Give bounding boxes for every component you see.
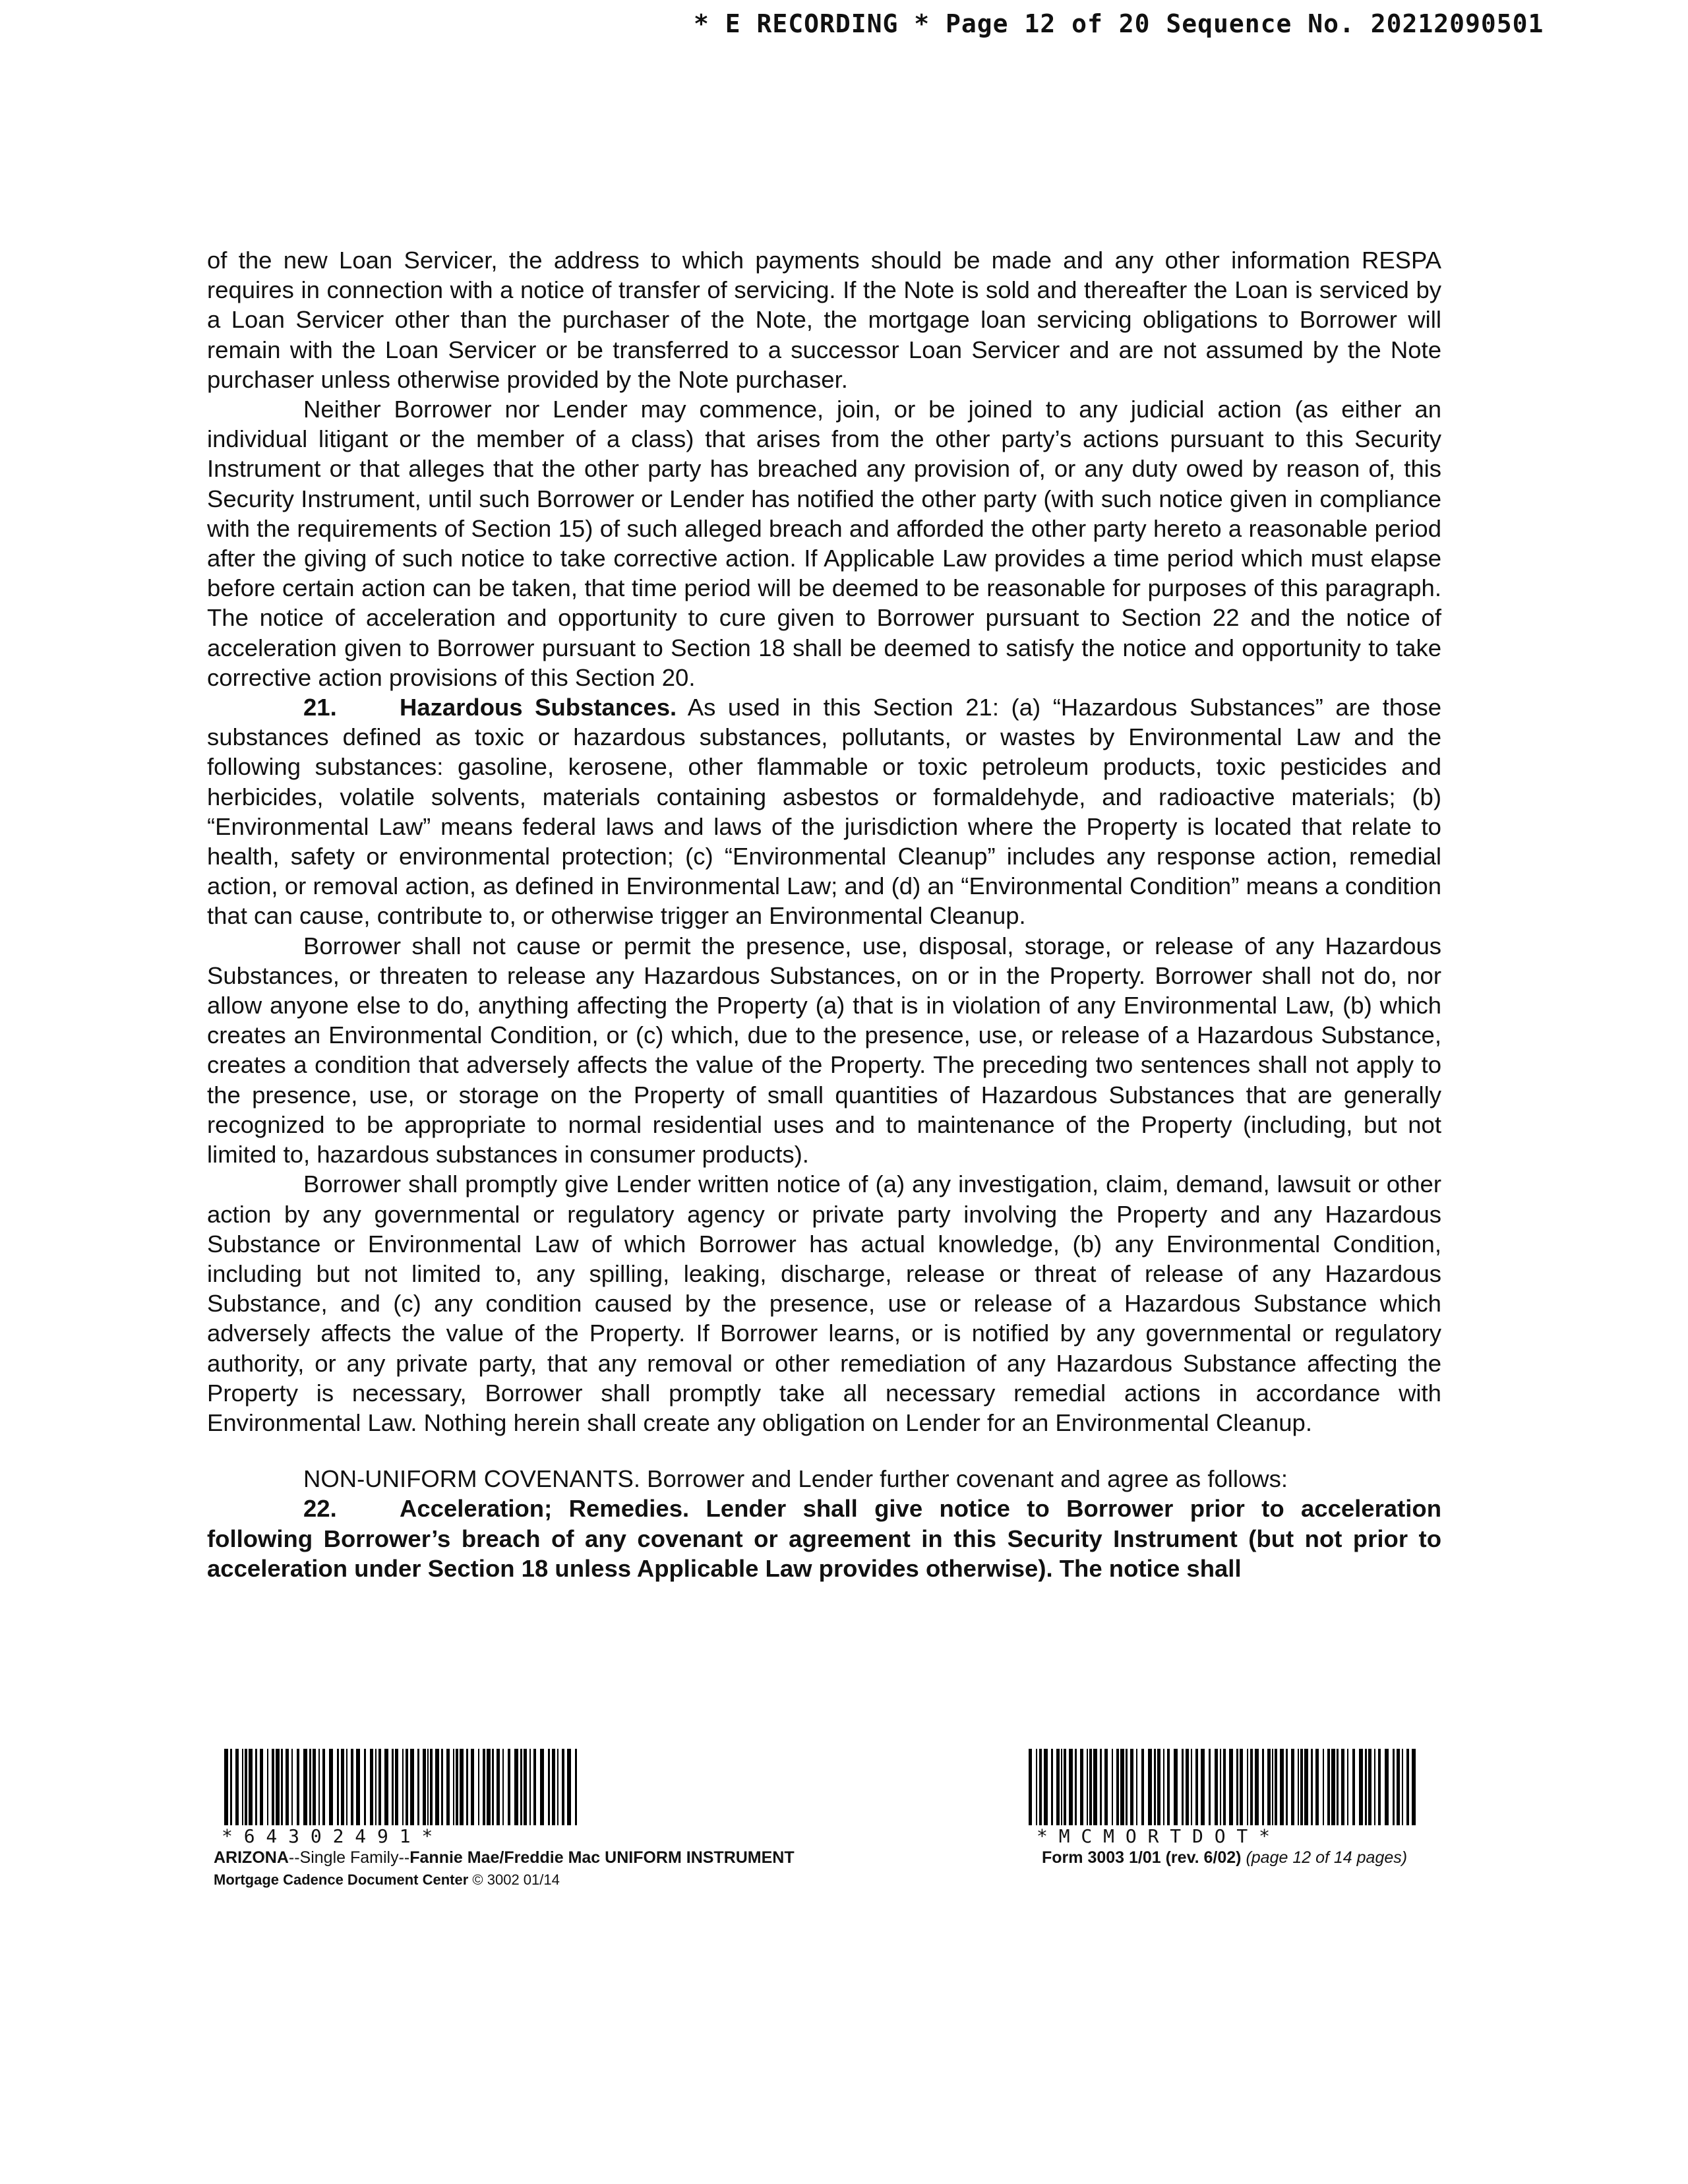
footer-doc-center-name: Mortgage Cadence Document Center xyxy=(214,1871,469,1888)
barcode-bar xyxy=(1291,1749,1294,1825)
barcode-bar xyxy=(520,1749,522,1825)
barcode-bar xyxy=(1136,1749,1137,1825)
section-22-number: 22. xyxy=(303,1495,337,1523)
barcode-bar xyxy=(224,1749,228,1825)
barcode-bar xyxy=(1080,1749,1083,1825)
barcode-bar xyxy=(337,1749,339,1825)
barcode-bar xyxy=(1089,1749,1092,1825)
barcode-bar xyxy=(249,1749,253,1825)
barcode-bar xyxy=(1347,1749,1348,1825)
paragraph-hazardous-notice: Borrower shall promptly give Lender written notice of (a) any investigation, claim, demand, lawsuit or other action by any governmental or regulatory agency or private party involving the Property and any Hazardous Substance or Environmental Law of which Borrower has actual knowledge, (b) any Environmental Condition, including but not limited to, any spilling, leaking, discharge, release or threat of release of any Hazardous Substance, and (c) any condition caused by the presence, use or release of a Hazardous Substance which adversely affects the value of the Property. If Borrower learns, or is notified by any governmental or regulatory authority, or any private party, that any removal or other remediation of any Hazardous Substance affecting the Property is necessary, Borrower shall promptly take all necessary remedial actions in accordance with Environmental Law. Nothing herein shall create any obligation on Lender for an Environmental Cleanup. xyxy=(207,1170,1441,1436)
barcode-bar xyxy=(1229,1749,1233,1825)
barcode-bar xyxy=(423,1749,426,1825)
barcode-bar xyxy=(1191,1749,1192,1825)
barcode-bar xyxy=(1402,1749,1403,1825)
barcode-bar xyxy=(1174,1749,1178,1825)
barcode-bar xyxy=(230,1749,232,1825)
barcode-bar xyxy=(272,1749,274,1825)
barcode-bar xyxy=(1323,1749,1324,1825)
footer-form-title xyxy=(214,1846,795,1869)
barcode-bar xyxy=(1148,1749,1152,1825)
barcode-bar xyxy=(1201,1749,1205,1825)
barcode-bar xyxy=(1412,1749,1416,1825)
document-body xyxy=(207,245,1441,1583)
barcode-bar xyxy=(1215,1749,1218,1825)
barcode-bar xyxy=(341,1749,344,1825)
barcode-bar xyxy=(483,1749,485,1825)
barcode-bar xyxy=(471,1749,474,1825)
barcode-bar xyxy=(346,1749,347,1825)
barcode-bar xyxy=(1378,1749,1381,1825)
barcode-bar xyxy=(1385,1749,1389,1825)
barcode-bar xyxy=(1331,1749,1335,1825)
barcode-bar xyxy=(487,1749,491,1825)
section-21-number: 21. xyxy=(303,694,337,721)
barcode-bar xyxy=(1141,1749,1144,1825)
barcode-bar xyxy=(329,1749,333,1825)
section-21 xyxy=(207,692,1441,931)
barcode-bar xyxy=(1064,1749,1066,1825)
barcode-bar xyxy=(392,1749,394,1825)
barcode-bar xyxy=(1029,1749,1032,1825)
barcode-bar xyxy=(533,1749,536,1825)
barcode-bar xyxy=(1236,1749,1238,1825)
barcode-bar xyxy=(1298,1749,1299,1825)
barcode-bar xyxy=(1267,1749,1271,1825)
barcode-bar xyxy=(1272,1749,1273,1825)
barcode-bar xyxy=(356,1749,360,1825)
barcode-right-text: * M C M O R T D O T * xyxy=(1037,1825,1271,1847)
barcode-bar xyxy=(524,1749,527,1825)
barcode-bar xyxy=(478,1749,479,1825)
barcode-bar xyxy=(514,1749,518,1825)
barcode-bar xyxy=(552,1749,555,1825)
barcode-bar xyxy=(548,1749,550,1825)
barcode-bar xyxy=(427,1749,429,1825)
barcode-bar xyxy=(508,1749,510,1825)
barcode-bar xyxy=(1069,1749,1073,1825)
barcode-bar xyxy=(255,1749,257,1825)
barcode-bar xyxy=(1315,1749,1319,1825)
paragraph-notice-of-grievance: Neither Borrower nor Lender may commence, join, or be joined to any judicial action (as either an individual litigant or the member of a class) that arises from the other party’s actions pursuant to this Security Instrument or that alleges that the other party has breached any provision of, or any duty owed by reason of, this Security Instrument, until such Borrower or Lender has notified the other party (with such notice given in compliance with the requirements of Section 15) of such alleged breach and afforded the other party hereto a reasonable period after the giving of such notice to take corrective action. If Applicable Law provides a time period which must elapse before certain action can be taken, that time period will be deemed to be reasonable for purposes of this paragraph. The notice of acceleration and opportunity to cure given to Borrower pursuant to Section 22 and the notice of acceleration given to Borrower pursuant to Section 18 shall be deemed to satisfy the notice and opportunity to take corrective action provisions of this Section 20. xyxy=(207,396,1441,691)
barcode-bar xyxy=(1036,1749,1037,1825)
barcode-bar xyxy=(1051,1749,1053,1825)
barcode-bar xyxy=(1126,1749,1128,1825)
barcode-bar xyxy=(281,1749,283,1825)
barcode-bar xyxy=(1275,1749,1277,1825)
barcode-bar xyxy=(1167,1749,1170,1825)
barcode-left xyxy=(224,1749,580,1825)
barcode-bar xyxy=(430,1749,433,1825)
barcode-bar xyxy=(1352,1749,1355,1825)
barcode-bar xyxy=(364,1749,366,1825)
barcode-bar xyxy=(245,1749,247,1825)
footer-state: ARIZONA xyxy=(214,1848,289,1867)
barcode-bar xyxy=(351,1749,353,1825)
barcode-bar xyxy=(1280,1749,1284,1825)
barcode-bar xyxy=(1304,1749,1308,1825)
barcode-bar xyxy=(1130,1749,1133,1825)
barcode-bar xyxy=(276,1749,280,1825)
barcode-bar xyxy=(1337,1749,1339,1825)
footer-page-count: (page 12 of 14 pages) xyxy=(1246,1848,1408,1867)
barcode-bar xyxy=(384,1749,388,1825)
barcode-bar xyxy=(1186,1749,1189,1825)
barcode-bar xyxy=(557,1749,558,1825)
recording-header: * E RECORDING * Page 12 of 20 Sequence No. 20212090501 xyxy=(694,9,1544,38)
barcode-bar xyxy=(1195,1749,1198,1825)
barcode-bar xyxy=(1223,1749,1226,1825)
barcode-bar xyxy=(1406,1749,1409,1825)
barcode-bar xyxy=(1093,1749,1097,1825)
barcode-bar xyxy=(1087,1749,1088,1825)
footer-doc-center-code: © 3002 01/14 xyxy=(468,1871,560,1888)
barcode-bar xyxy=(410,1749,414,1825)
non-uniform-covenants: NON-UNIFORM COVENANTS. Borrower and Lender further covenant and agree as follows: xyxy=(303,1465,1288,1493)
barcode-bar xyxy=(286,1749,289,1825)
barcode-bar xyxy=(318,1749,320,1825)
barcode-bar xyxy=(297,1749,299,1825)
barcode-bar xyxy=(267,1749,268,1825)
barcode-bar xyxy=(1163,1749,1164,1825)
barcode-bar xyxy=(1286,1749,1288,1825)
barcode-bar xyxy=(370,1749,373,1825)
barcode-bar xyxy=(575,1749,577,1825)
barcode-bar xyxy=(502,1749,504,1825)
barcode-bar xyxy=(242,1749,243,1825)
barcode-bar xyxy=(466,1749,468,1825)
barcode-bar xyxy=(260,1749,263,1825)
barcode-bar xyxy=(562,1749,564,1825)
barcode-bar xyxy=(1157,1749,1160,1825)
barcode-bar xyxy=(1104,1749,1108,1825)
barcode-bar xyxy=(1262,1749,1264,1825)
section-22-title: Acceleration; Remedies. xyxy=(400,1495,690,1523)
barcode-bar xyxy=(406,1749,408,1825)
barcode-bar xyxy=(291,1749,293,1825)
barcode-bar xyxy=(1120,1749,1124,1825)
barcode-bar xyxy=(1154,1749,1156,1825)
barcode-bar xyxy=(313,1749,316,1825)
barcode-bar xyxy=(235,1749,239,1825)
barcode-bar xyxy=(303,1749,307,1825)
barcode-bar xyxy=(1112,1749,1113,1825)
barcode-bar xyxy=(1100,1749,1102,1825)
paragraph-hazardous-presence: Borrower shall not cause or permit the presence, use, disposal, storage, or release of any Hazardous Substances, or threaten to release any Hazardous Substances, on or in the Property. Borrower shall not do, nor allow anyone else to do, anything affecting the Property (a) that is in violation of any Environmental Law, (b) which creates an Environmental Condition, or (c) which, due to the presence, use, or release of a Hazardous Substance, creates a condition that adversely affects the value of the Property. The preceding two sentences shall not apply to the presence, use, or storage on the Property of small quantities of Hazardous Substances that are generally recognized to be appropriate to normal residential uses and to maintenance of the Property (including, but not limited to, hazardous substances in consumer products). xyxy=(207,932,1441,1168)
section-22-text: Lender shall give notice to Borrower prior to acceleration following Borrower’s breach of any covenant or agreement in this Security Instrument (but not prior to acceleration under Section 18 unless Applicable Law provides otherwise). The notice shall xyxy=(207,1495,1441,1582)
barcode-bar xyxy=(567,1749,571,1825)
barcode-bar xyxy=(1182,1749,1184,1825)
barcode-right xyxy=(1029,1749,1418,1825)
barcode-bar xyxy=(395,1749,398,1825)
footer-right xyxy=(1042,1846,1407,1869)
barcode-bar xyxy=(460,1749,464,1825)
barcode-bar xyxy=(1368,1749,1372,1825)
barcode-bar xyxy=(1374,1749,1375,1825)
section-21-text: As used in this Section 21: (a) “Hazardous Substances” are those substances defined as toxic or hazardous substances, pollutants, or wastes by Environmental Law and the following substances: gasoline, kerosene, other flammable or toxic petroleum products, toxic pesticides and herbicides, volatile solvents, materials containing asbestos or formaldehyde, and radioactive materials; (b) “Environmental Law” means federal laws and laws of the jurisdiction where the Property is located that relate to health, safety or environmental protection; (c) “Environmental Cleanup” includes any response action, remedial action, or removal action, as defined in Environmental Law; and (d) an “Environmental Condition” means a condition that can cause, contribute to, or otherwise trigger an Environmental Cleanup. xyxy=(207,694,1441,930)
barcode-bar xyxy=(309,1749,311,1825)
barcode-bar xyxy=(1061,1749,1062,1825)
barcode-bar xyxy=(1359,1749,1363,1825)
barcode-bar xyxy=(1056,1749,1060,1825)
barcode-bar xyxy=(1044,1749,1048,1825)
barcode-bar xyxy=(1311,1749,1313,1825)
footer-form-number: Form 3003 1/01 (rev. 6/02) xyxy=(1042,1848,1242,1867)
barcode-bar xyxy=(492,1749,494,1825)
barcode-bar xyxy=(1393,1749,1395,1825)
barcode-bar xyxy=(1255,1749,1259,1825)
barcode-bar xyxy=(1250,1749,1253,1825)
barcode-bar xyxy=(1341,1749,1344,1825)
barcode-bar xyxy=(1397,1749,1400,1825)
barcode-bar xyxy=(378,1749,381,1825)
barcode-bar xyxy=(1116,1749,1119,1825)
section-22 xyxy=(207,1494,1441,1583)
barcode-bar xyxy=(497,1749,500,1825)
paragraph-loan-servicer: of the new Loan Servicer, the address to which payments should be made and any other information RESPA requires in connection with a notice of transfer of servicing. If the Note is sold and thereafter the Loan is serviced by a Loan Servicer other than the purchaser of the Note, the mortgage loan servicing obligations to Borrower will remain with the Loan Servicer or be transferred to a successor Loan Servicer and are not assumed by the Note purchaser unless otherwise provided by the Note purchaser. xyxy=(207,247,1441,393)
footer-doc-center xyxy=(214,1869,795,1891)
barcode-bar xyxy=(1240,1749,1243,1825)
barcode-bar xyxy=(1039,1749,1042,1825)
footer-family: --Single Family-- xyxy=(288,1848,410,1867)
barcode-bar xyxy=(402,1749,404,1825)
barcode-bar xyxy=(1327,1749,1330,1825)
barcode-bar xyxy=(453,1749,454,1825)
barcode-bar xyxy=(456,1749,458,1825)
section-21-title: Hazardous Substances. xyxy=(400,694,677,721)
barcode-bar xyxy=(529,1749,531,1825)
barcode-bar xyxy=(1209,1749,1211,1825)
barcode-bar xyxy=(446,1749,450,1825)
barcode-bar xyxy=(375,1749,377,1825)
barcode-bar xyxy=(441,1749,443,1825)
barcode-bar xyxy=(1220,1749,1221,1825)
barcode-bar xyxy=(435,1749,439,1825)
barcode-bar xyxy=(322,1749,325,1825)
barcode-bar xyxy=(1075,1749,1077,1825)
barcode-bar xyxy=(540,1749,544,1825)
barcode-left-text: * 6 4 3 0 2 4 9 1 * xyxy=(222,1825,433,1847)
barcode-bar xyxy=(1247,1749,1248,1825)
barcode-bar xyxy=(1300,1749,1303,1825)
barcode-bar xyxy=(417,1749,419,1825)
footer-left xyxy=(214,1846,795,1891)
footer-instrument: Fannie Mae/Freddie Mac UNIFORM INSTRUMENT xyxy=(409,1848,795,1867)
barcode-bar xyxy=(1365,1749,1367,1825)
